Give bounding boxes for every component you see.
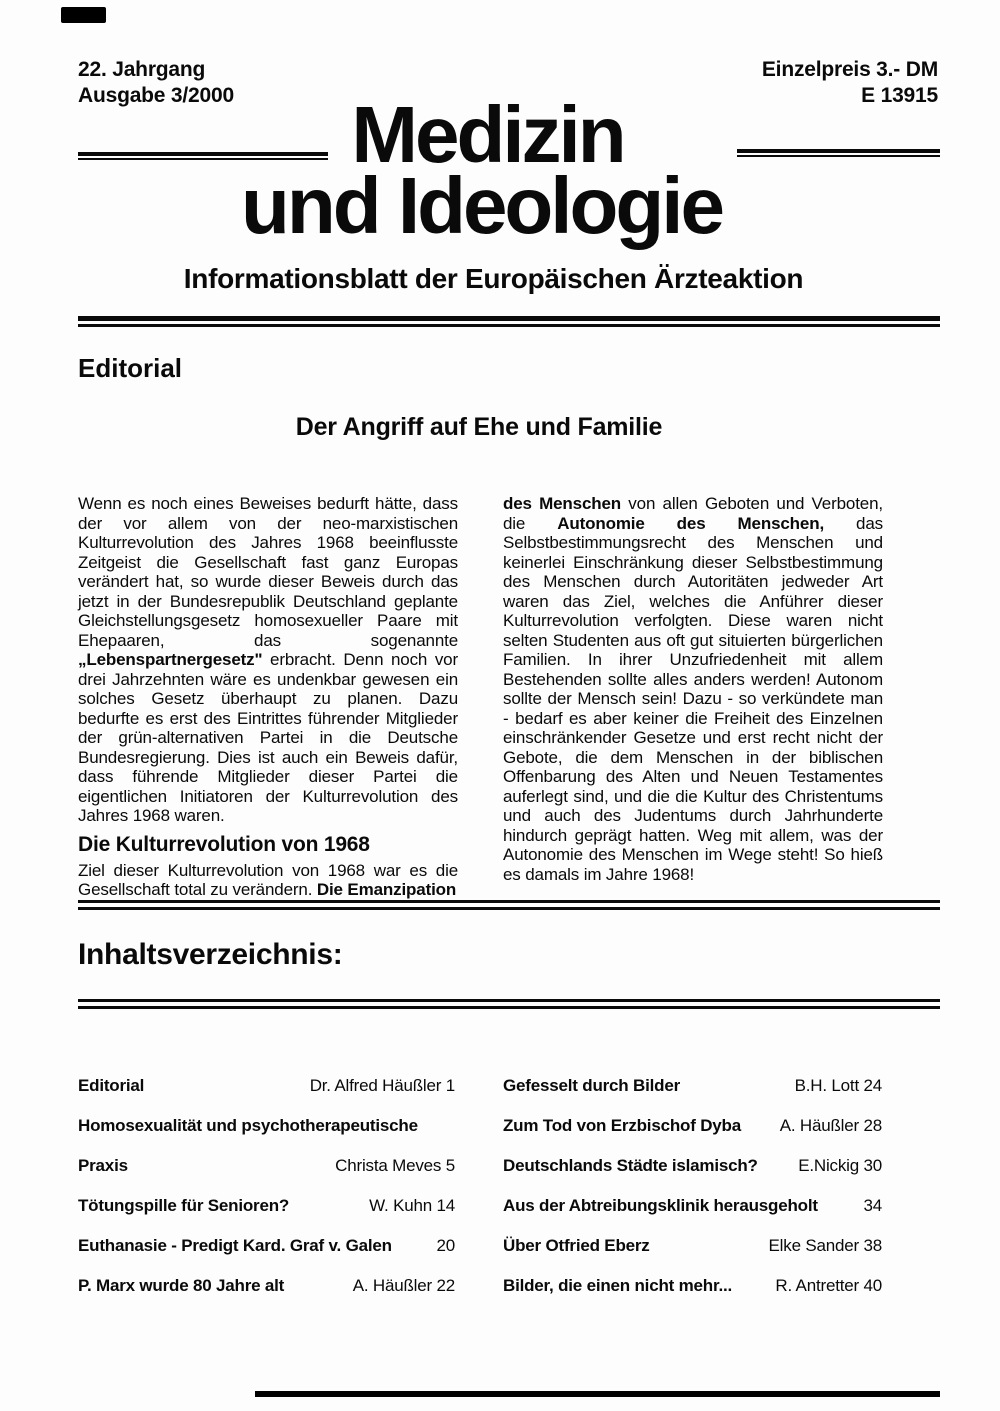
toc-entry-credit: B.H. Lott 24 xyxy=(794,1076,882,1095)
newsletter-subtitle: Informationsblatt der Europäischen Ärzteaktion xyxy=(183,263,804,294)
bold-text-run: Die Emanzipation xyxy=(316,880,457,899)
toc-entry-credit: Elke Sander 38 xyxy=(768,1236,882,1255)
toc-divider-rule xyxy=(78,999,940,1009)
toc-entry-credit: 34 xyxy=(863,1196,882,1215)
toc-entry-credit: R. Antretter 40 xyxy=(775,1276,882,1295)
editorial-column-left xyxy=(78,494,458,900)
issue-label: Ausgabe 3/2000 xyxy=(78,84,234,107)
toc-heading: Inhaltsverzeichnis: xyxy=(78,938,343,971)
toc-row xyxy=(78,1185,455,1225)
toc-row xyxy=(78,1265,455,1305)
text-run: von allen Geboten und Verboten, die xyxy=(503,494,883,533)
toc-column-left xyxy=(78,1065,455,1305)
bold-text-run: „Lebenspartnergesetz" xyxy=(78,650,263,669)
toc-entry-credit: A. Häußler 28 xyxy=(779,1116,882,1135)
toc-entry-title: Editorial xyxy=(78,1076,145,1095)
toc-entry-credit: A. Häußler 22 xyxy=(352,1276,455,1295)
toc-row xyxy=(78,1105,455,1145)
toc-entry-title: Tötungspille für Senioren? xyxy=(78,1196,290,1215)
editorial-paragraph xyxy=(78,861,458,900)
toc-entry-credit: Christa Meves 5 xyxy=(335,1156,455,1175)
toc-entry-credit: E.Nickig 30 xyxy=(798,1156,882,1175)
editorial-subheading: Die Kulturrevolution von 1968 xyxy=(78,832,370,856)
toc-entry-title: Zum Tod von Erzbischof Dyba xyxy=(503,1116,741,1135)
bold-text-run: des Menschen xyxy=(503,494,622,513)
page-bottom-rule xyxy=(255,1391,940,1397)
scan-registration-mark xyxy=(61,7,106,23)
toc-entry-title: Gefesselt durch Bilder xyxy=(503,1076,680,1095)
editorial-column-right xyxy=(503,494,883,884)
toc-row xyxy=(503,1265,882,1305)
toc-entry-title: Über Otfried Eberz xyxy=(503,1236,650,1255)
toc-row xyxy=(78,1225,455,1265)
toc-entry-title: Aus der Abtreibungsklinik herausgeholt xyxy=(503,1196,818,1215)
editorial-paragraph xyxy=(503,494,883,884)
toc-entry-title: Praxis xyxy=(78,1156,128,1175)
text-run: das Selbstbestimmungsrecht des Menschen und keinerlei Einschränkung dieser Selbstbestimmung des Menschen durch Autoritäten jedweder Art waren das Ziel, welches die Anführer dieser Kulturrevolution verfolgten. Diese waren nicht selten Studenten aus oft gut situierten bürgerlichen Familien. In ihrer Unzufriedenheit mit allem Bestehenden sollte alles anders werden! Autonom sollte der Mensch sein! Dazu - so verkündete man - bedarf es aber keiner die Freiheit des Einzelnen einschränkender Gesetze und erst recht nicht der Gebote, die dem Menschen in der biblischen Offenbarung des Alten und Neuen Testamentes auferlegt sind, und die die Kultur des Christentums und auch des Judentums durch Jahrhunderte hindurch geprägt hatten. Weg mit allem, was der Autonomie des Menschen im Wege steht! So hieß es damals im Jahre 1968! xyxy=(503,513,883,884)
text-run: Ziel dieser Kulturrevolution von 1968 war es die Gesellschaft total zu verändern. xyxy=(78,860,458,899)
toc-row xyxy=(503,1225,882,1265)
newsletter-title-line1: Medizin xyxy=(351,90,624,179)
toc-row xyxy=(503,1065,882,1105)
toc-entry-title: Bilder, die einen nicht mehr... xyxy=(503,1276,733,1295)
text-run: erbracht. Denn noch vor drei Jahrzehnten wäre es undenkbar gewesen ein solches Gesetz überhaupt zu planen. Dazu bedurfte es erst des Eintrittes führender Mitglieder der grün-alternativen Partei in die Deutsche Bundesregierung. Dies ist auch ein Beweis dafür, dass führende Mitglieder dieser Partei die eigentlichen Initiatoren der Kulturrevolution des Jahres 1968 waren. xyxy=(78,650,458,825)
newsletter-title-line2: und Ideologie xyxy=(241,161,722,250)
toc-entry-title: P. Marx wurde 80 Jahre alt xyxy=(78,1276,285,1295)
toc-row xyxy=(503,1145,882,1185)
article-title: Der Angriff auf Ehe und Familie xyxy=(295,413,663,441)
toc-row xyxy=(78,1145,455,1185)
editorial-paragraph xyxy=(78,494,458,826)
toc-row xyxy=(503,1185,882,1225)
toc-row xyxy=(78,1065,455,1105)
toc-row xyxy=(503,1105,882,1145)
toc-entry-credit: 20 xyxy=(436,1236,455,1255)
toc-entry-title: Deutschlands Städte islamisch? xyxy=(503,1156,758,1175)
section-label-editorial: Editorial xyxy=(78,353,183,383)
postal-id-label: E 13915 xyxy=(861,84,938,107)
bold-text-run: Autonomie des Menschen, xyxy=(557,513,825,533)
toc-entry-credit: Dr. Alfred Häußler 1 xyxy=(309,1076,455,1095)
section-divider-rule xyxy=(78,900,940,910)
toc-entry-title: Homosexualität und psychotherapeutische xyxy=(78,1116,418,1135)
volume-label: 22. Jahrgang xyxy=(78,58,206,81)
toc-entry-credit: W. Kuhn 14 xyxy=(369,1196,455,1215)
toc-column-right xyxy=(503,1065,882,1305)
masthead-bottom-rule xyxy=(78,316,940,327)
toc-entry-title: Euthanasie - Predigt Kard. Graf v. Galen xyxy=(78,1236,392,1255)
text-run: Wenn es noch eines Beweises bedurft hätte, dass der vor allem von der neo-marxistischen Kulturrevolution des Jahres 1968 beeinflusste Zeitgeist die Gesellschaft fast ganz Europas verändert hat, so wurde dieser Beweis durch das jetzt in der Bundesrepublik Deutschland geplante Gleichstellungsgesetz homosexueller Paare mit Ehepaaren, das sogenannte xyxy=(78,494,458,650)
price-label: Einzelpreis 3.- DM xyxy=(761,58,938,81)
